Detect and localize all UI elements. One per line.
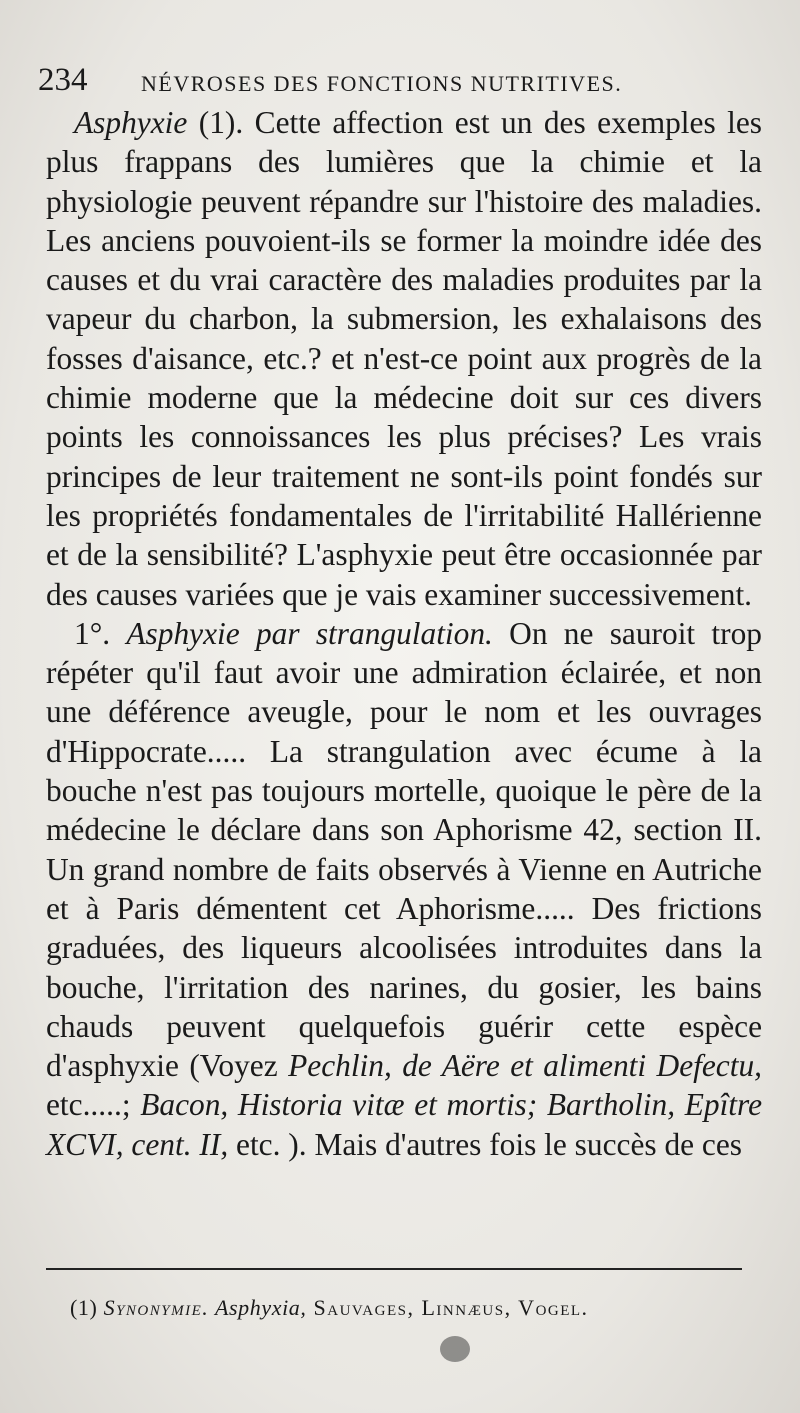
paragraph-text: On ne sauroit trop répéter qu'il faut avoir une admiration éclairée, et non une déférence aveugle, pour le nom et les ouvrages d'Hippocrate..... La strangulation avec écume à la bouche n'est pas toujours mortelle, quoique le père de la médecine le déclare dans son Aphorisme 42, section II. Un grand nombre de faits observés à Vienne en Autriche et à Paris démentent cet Aphorisme..... Des frictions graduées, des liqueurs alcoolisées introduites dans la bouche, l'irritation des narines, du gosier, les bains chauds peuvent quelquefois guérir cette espèce d'asphyxie (Voyez — [46, 615, 762, 1084]
page-number: 234 — [38, 62, 88, 98]
citation-separator: etc. ). — [228, 1126, 315, 1162]
running-title: NÉVROSES DES FONCTIONS NUTRITIVES. — [141, 71, 623, 96]
citation-pechlin: Pechlin, de Aëre et alimenti Defectu, — [288, 1048, 762, 1084]
footnote-authors: Sauvages, Linnæus, Vogel. — [306, 1295, 589, 1320]
paragraph-text: Cette affection est un des exemples les plus frappans des lumières que la chimie et la physiologie peuvent répandre sur l'histoire des maladies. Les anciens pouvoient-ils se former la moindre idée des causes et du vrai caractère des maladies produites par la vapeur du charbon, la submersion, les exhalaisons des fosses d'aisance, etc.? et n'est-ce point aux progrès de la chimie moderne que la médecine doit sur ces divers points les connoissances les plus précises? Les vrais principes de leur traitement ne sont-ils point fondés sur les propriétés fondamentales de l'irritabilité Hallérienne et de la sensibilité? L'asphyxie peut être occasionnée par des causes variées que je vais examiner successivement. — [46, 105, 762, 612]
paragraph-asphyxie — [46, 103, 762, 614]
section-number: 1°. — [74, 615, 127, 651]
footnote-reference: (1). — [187, 105, 255, 140]
main-text — [46, 103, 762, 1164]
paragraph-heading: Asphyxie — [74, 105, 188, 140]
footnote-divider — [46, 1268, 742, 1270]
section-heading: Asphyxie par strangulation. — [126, 615, 493, 651]
footnote-term: Asphyxia, — [209, 1295, 307, 1320]
citation-separator: etc.....; — [46, 1087, 141, 1123]
footnote — [46, 1290, 762, 1326]
citation-bacon-bartholin: Bacon, Historia vitæ et mortis; Bartholin, Epître XCVI, cent. II, — [46, 1087, 763, 1162]
paragraph-tail: Mais d'autres fois le succès de ces — [314, 1126, 742, 1162]
footnote-marker: (1) — [70, 1295, 104, 1320]
ink-stain — [440, 1336, 470, 1362]
footnote-label: Synonymie. — [103, 1295, 210, 1320]
running-header — [38, 62, 758, 102]
paragraph-strangulation — [46, 614, 762, 1164]
